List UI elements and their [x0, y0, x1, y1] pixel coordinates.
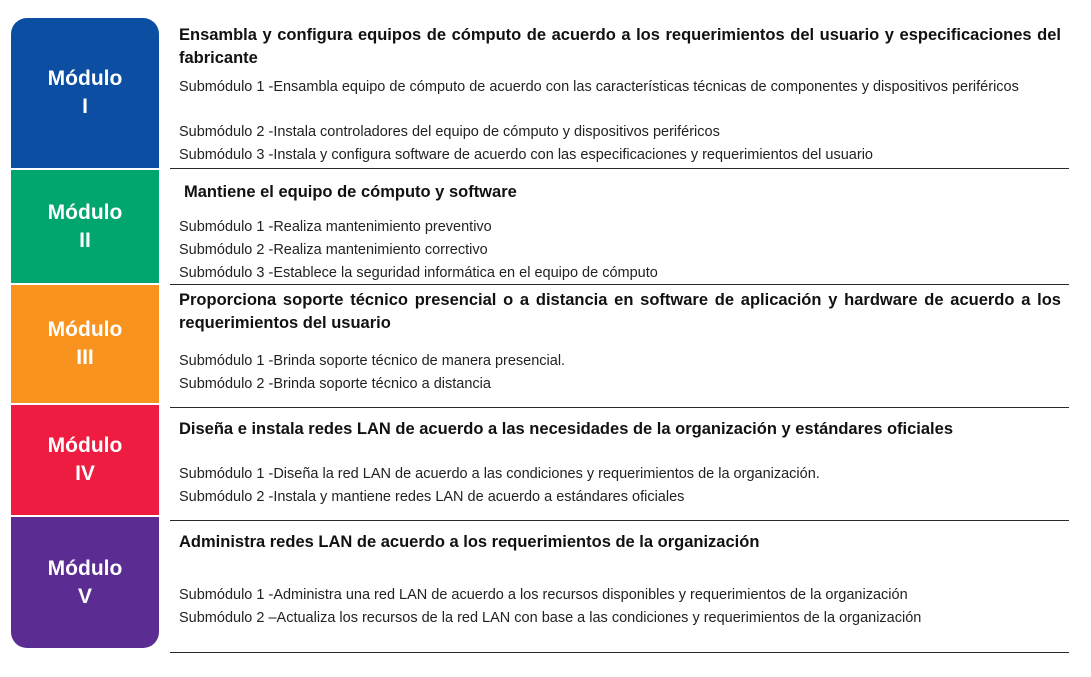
module-badge-label: Módulo: [47, 434, 123, 457]
module-title: Ensambla y configura equipos de cómputo de acuerdo a los requerimientos del usuario y especificaciones del fabricante: [179, 26, 1061, 67]
submodule-item: [179, 216, 1061, 239]
module-title: Administra redes LAN de acuerdo a los requerimientos de la organización: [179, 533, 760, 551]
module-badge-3: [11, 285, 159, 403]
submodule-number: Submódulo 1 -: [179, 79, 274, 95]
submodule-item: [179, 121, 1061, 144]
submodule-number: Submódulo 1 -: [179, 587, 274, 603]
module-badge-numeral: IV: [75, 462, 95, 485]
submodule-text: Brinda soporte técnico de manera presencial.: [273, 353, 566, 369]
submodule-text: Actualiza los recursos de la red LAN con base a las condiciones y requerimientos de la organización: [276, 610, 922, 626]
module-badge-numeral: V: [77, 584, 92, 608]
submodule-item: [179, 144, 1061, 167]
submodule-item: [179, 262, 1061, 285]
submodule-item: [179, 76, 1061, 99]
module-badge-label: Módulo: [47, 67, 123, 90]
submodule-text: Brinda soporte técnico a distancia: [273, 376, 491, 392]
submodule-text: Administra una red LAN de acuerdo a los recursos disponibles y requerimientos de la organización: [273, 587, 908, 603]
submodule-text: Ensambla equipo de cómputo de acuerdo con las características técnicas de componentes y dispositivos periféricos: [273, 79, 1019, 95]
module-title: Proporciona soporte técnico presencial o a distancia en software de aplicación y hardware de acuerdo a los requerimientos del usuario: [179, 291, 1061, 332]
module-badge-4: [11, 405, 159, 515]
submodule-text: Realiza mantenimiento correctivo: [273, 242, 488, 258]
module-column: [11, 18, 159, 648]
submodule-number: Submódulo 1 -: [179, 219, 274, 235]
module-row-5: [170, 521, 1069, 653]
submodule-item: [179, 373, 1061, 396]
submodule-number: Submódulo 1 -: [179, 466, 274, 482]
submodule-number: Submódulo 2 -: [179, 489, 274, 505]
submodule-number: Submódulo 2 -: [179, 242, 274, 258]
submodule-item: [179, 486, 1061, 509]
module-badge-numeral: III: [76, 346, 94, 369]
submodule-text: Instala y configura software de acuerdo con las especificaciones y requerimientos del usuario: [273, 147, 873, 163]
submodule-text: Diseña la red LAN de acuerdo a las condiciones y requerimientos de la organización.: [273, 466, 820, 482]
submodule-number: Submódulo 2 -: [179, 124, 274, 140]
submodule-number: Submódulo 3 -: [179, 265, 274, 281]
module-row-4: [170, 408, 1069, 521]
module-badge-numeral: I: [82, 95, 88, 118]
module-title: Diseña e instala redes LAN de acuerdo a las necesidades de la organización y estándares oficiales: [179, 420, 953, 438]
submodule-number: Submódulo 2 –: [179, 610, 277, 626]
module-row-1: [170, 18, 1069, 169]
submodule-number: Submódulo 3 -: [179, 147, 274, 163]
submodule-item: [179, 239, 1061, 262]
submodule-item: [179, 607, 1061, 630]
module-badge-label: Módulo: [47, 556, 123, 580]
submodule-item: [179, 584, 1061, 607]
submodule-text: Instala controladores del equipo de cómputo y dispositivos periféricos: [273, 124, 720, 140]
module-title: Mantiene el equipo de cómputo y software: [184, 183, 517, 201]
module-badge-label: Módulo: [47, 318, 123, 341]
module-badge-5: [11, 517, 159, 648]
submodule-item: [179, 463, 1061, 486]
module-badge-label: Módulo: [47, 200, 123, 224]
submodule-text: Realiza mantenimiento preventivo: [273, 219, 492, 235]
module-badge-1: [11, 18, 159, 168]
submodule-number: Submódulo 2 -: [179, 376, 274, 392]
submodule-text: Establece la seguridad informática en el equipo de cómputo: [273, 265, 658, 281]
module-badge-2: [11, 170, 159, 283]
submodule-number: Submódulo 1 -: [179, 353, 274, 369]
module-row-3: [170, 285, 1069, 408]
module-badge-numeral: II: [79, 228, 91, 252]
submodule-text: Instala y mantiene redes LAN de acuerdo a estándares oficiales: [273, 489, 685, 505]
submodule-item: [179, 350, 1061, 373]
module-row-2: [170, 169, 1069, 285]
